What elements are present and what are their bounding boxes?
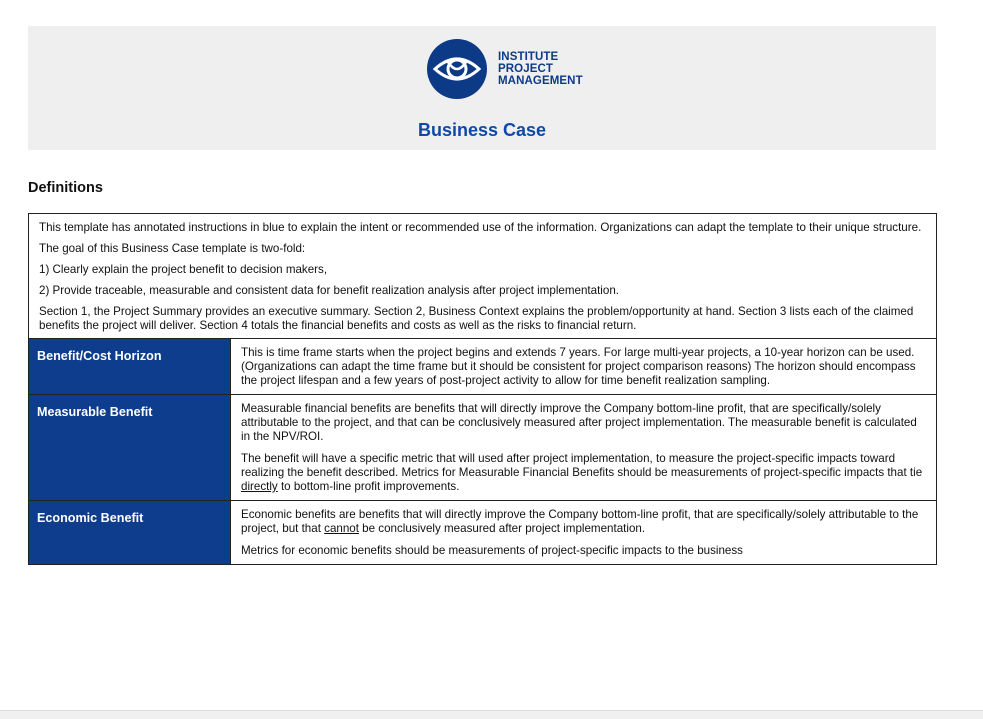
text-run: Economic benefits are benefits that will directly improve the Company bottom-line profit, that are specifically/solely attributable to the project, but that — [241, 508, 919, 535]
intro-paragraph: Section 1, the Project Summary provides an executive summary. Section 2, Business Context explains the problem/opportunity at hand. Section 3 lists each of the claimed benefits the project will deliver. Section 4 totals the financial benefits and costs as well as the risks to financial return. — [39, 305, 914, 332]
term-cell: Benefit/Cost Horizon — [29, 339, 231, 394]
text-run: be conclusively measured after project implementation. — [358, 522, 646, 535]
intro-paragraph: The goal of this Business Case template is two-fold: — [39, 242, 306, 255]
logo-line-1: INSTITUTE — [498, 51, 559, 63]
definitions-heading: Definitions — [28, 180, 103, 196]
definition-text: This is time frame starts when the project begins and extends 7 years. For large multi-year projects, a 10-year horizon can be used. (Organizations can adapt the time frame but it should be consistent for project comparison reasons) The horizon should encompass the project lifespan and a few years of post-project activity to allow for time benefit realization sampling. — [241, 346, 916, 387]
logo-wordmark — [498, 51, 583, 87]
definition-cell — [231, 339, 936, 394]
definition-text: Measurable financial benefits are benefits that will directly improve the Company bottom-line profit, that are specifically/solely attributable to the project, and that can be conclusively measured after project implementation. The measurable benefit is calculated in the NPV/ROI. — [241, 402, 917, 443]
definition-text — [241, 508, 926, 536]
underlined-word: directly — [241, 480, 278, 493]
definition-row-benefit-cost-horizon — [29, 339, 936, 395]
eye-logo-icon — [426, 38, 488, 100]
document-header — [28, 26, 936, 150]
underlined-word: cannot — [324, 522, 359, 535]
term-cell: Measurable Benefit — [29, 395, 231, 500]
logo-line-3: MANAGEMENT — [498, 75, 583, 87]
ipm-logo — [426, 38, 583, 100]
definitions-table — [28, 213, 937, 565]
intro-paragraph: 1) Clearly explain the project benefit to decision makers, — [39, 263, 328, 276]
intro-paragraph: This template has annotated instructions in blue to explain the intent or recommended use of the information. Organizations can adapt the template to their unique structure. — [39, 221, 922, 234]
definition-text: Metrics for economic benefits should be measurements of project-specific impacts to the business — [241, 544, 743, 557]
intro-paragraph: 2) Provide traceable, measurable and consistent data for benefit realization analysis after project implementation. — [39, 284, 620, 297]
term-cell: Economic Benefit — [29, 501, 231, 564]
viewer-bottom-bar — [0, 710, 983, 719]
document-title: Business Case — [417, 120, 547, 140]
definition-row-measurable-benefit — [29, 395, 936, 501]
definition-cell — [231, 395, 936, 500]
definition-row-economic-benefit — [29, 501, 936, 565]
logo-line-2: PROJECT — [498, 63, 554, 75]
definitions-intro — [29, 214, 936, 339]
text-run: to bottom-line profit improvements. — [277, 480, 460, 493]
text-run: The benefit will have a specific metric that will used after project implementation, to measure the project-specific impacts toward realizing the benefit described. Metrics for Measurable Financial Benefits should be measurements of project-specific impacts that tie — [241, 452, 923, 479]
definition-cell — [231, 501, 936, 564]
definition-text — [241, 452, 926, 494]
